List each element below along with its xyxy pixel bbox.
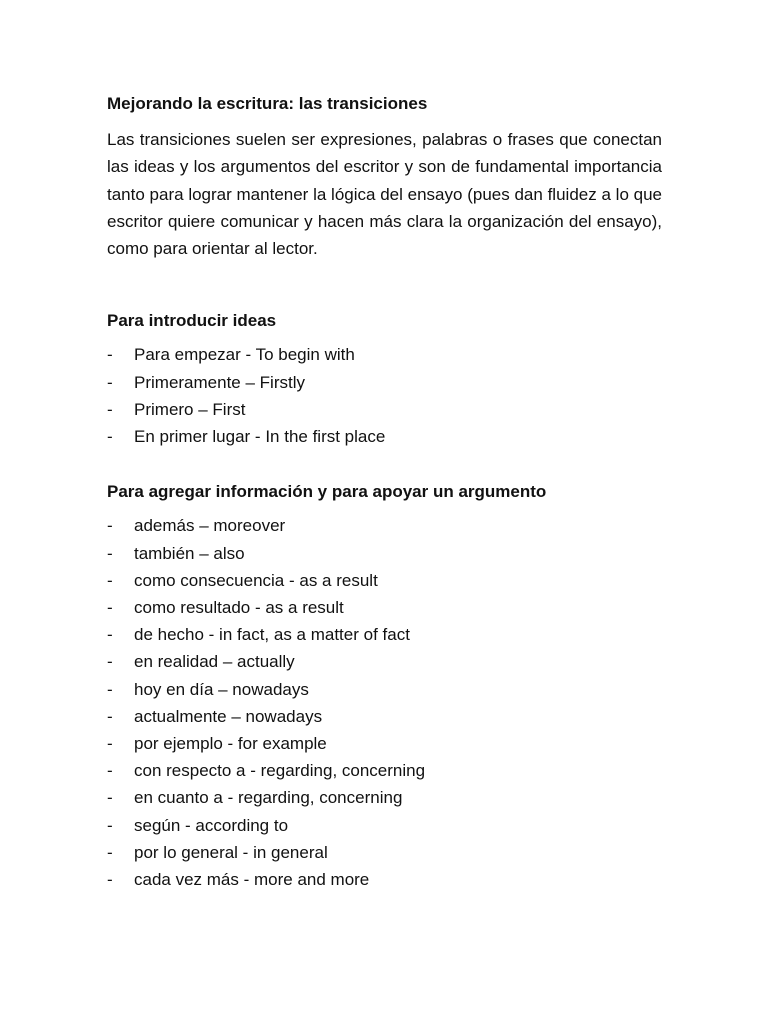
list-item-text: cada vez más - more and more (134, 869, 370, 889)
bullet-dash: - (107, 706, 113, 726)
list-item (107, 567, 662, 594)
list-agregar-informacion (107, 512, 662, 893)
list-item (107, 757, 662, 784)
bullet-dash: - (107, 679, 113, 699)
list-item (107, 396, 662, 423)
list-item (107, 676, 662, 703)
list-item-text: además – moreover (134, 516, 286, 536)
bullet-dash: - (107, 788, 113, 808)
bullet-dash: - (107, 399, 113, 419)
document-title: Mejorando la escritura: las transiciones (107, 94, 428, 113)
bullet-dash: - (107, 543, 113, 563)
bullet-dash: - (107, 372, 113, 392)
list-item (107, 703, 662, 730)
bullet-dash: - (107, 733, 113, 753)
bullet-dash: - (107, 761, 113, 781)
list-item (107, 839, 662, 866)
list-item-text: En primer lugar - In the first place (134, 427, 386, 447)
list-item (107, 369, 662, 396)
list-item (107, 621, 662, 648)
list-item-text: con respecto a - regarding, concerning (134, 761, 426, 781)
list-item-text: Primeramente – Firstly (134, 372, 305, 392)
list-item-text: actualmente – nowadays (134, 706, 323, 726)
list-item-text: en cuanto a - regarding, concerning (134, 788, 403, 808)
list-item (107, 423, 662, 450)
document-page (107, 92, 662, 893)
list-item-text: en realidad – actually (134, 652, 295, 672)
list-item-text: Para empezar - To begin with (134, 345, 355, 365)
bullet-dash: - (107, 815, 113, 835)
bullet-dash: - (107, 842, 113, 862)
list-item-text: por lo general - in general (134, 842, 328, 862)
bullet-dash: - (107, 570, 113, 590)
list-item (107, 341, 662, 368)
list-item-text: por ejemplo - for example (134, 733, 327, 753)
list-item (107, 648, 662, 675)
list-item-text: de hecho - in fact, as a matter of fact (134, 625, 410, 645)
section-heading-introducir: Para introducir ideas (107, 311, 277, 331)
list-item-text: como resultado - as a result (134, 597, 344, 617)
bullet-dash: - (107, 597, 113, 617)
bullet-dash: - (107, 652, 113, 672)
bullet-dash: - (107, 869, 113, 889)
list-item (107, 540, 662, 567)
bullet-dash: - (107, 516, 113, 536)
list-item (107, 512, 662, 539)
list-introducir-ideas (107, 341, 662, 450)
list-item-text: según - according to (134, 815, 289, 835)
section-heading-agregar: Para agregar información y para apoyar un argumento (107, 482, 547, 502)
bullet-dash: - (107, 427, 113, 447)
list-item-text: Primero – First (134, 399, 246, 419)
list-item-text: como consecuencia - as a result (134, 570, 378, 590)
list-item-text: también – also (134, 543, 245, 563)
intro-paragraph: Las transiciones suelen ser expresiones, palabras o frases que conectan las ideas y los argumentos del escritor y son de fundamental importancia tanto para lograr mantener la lógica del ensayo (pues dan fluidez a lo que escritor quiere comunicar y hacen más clara la organización del ensayo), como para orientar al lector. (107, 130, 662, 259)
bullet-dash: - (107, 345, 113, 365)
list-item-text: hoy en día – nowadays (134, 679, 309, 699)
list-item (107, 812, 662, 839)
bullet-dash: - (107, 625, 113, 645)
list-item (107, 866, 662, 893)
list-item (107, 784, 662, 811)
list-item (107, 730, 662, 757)
list-item (107, 594, 662, 621)
